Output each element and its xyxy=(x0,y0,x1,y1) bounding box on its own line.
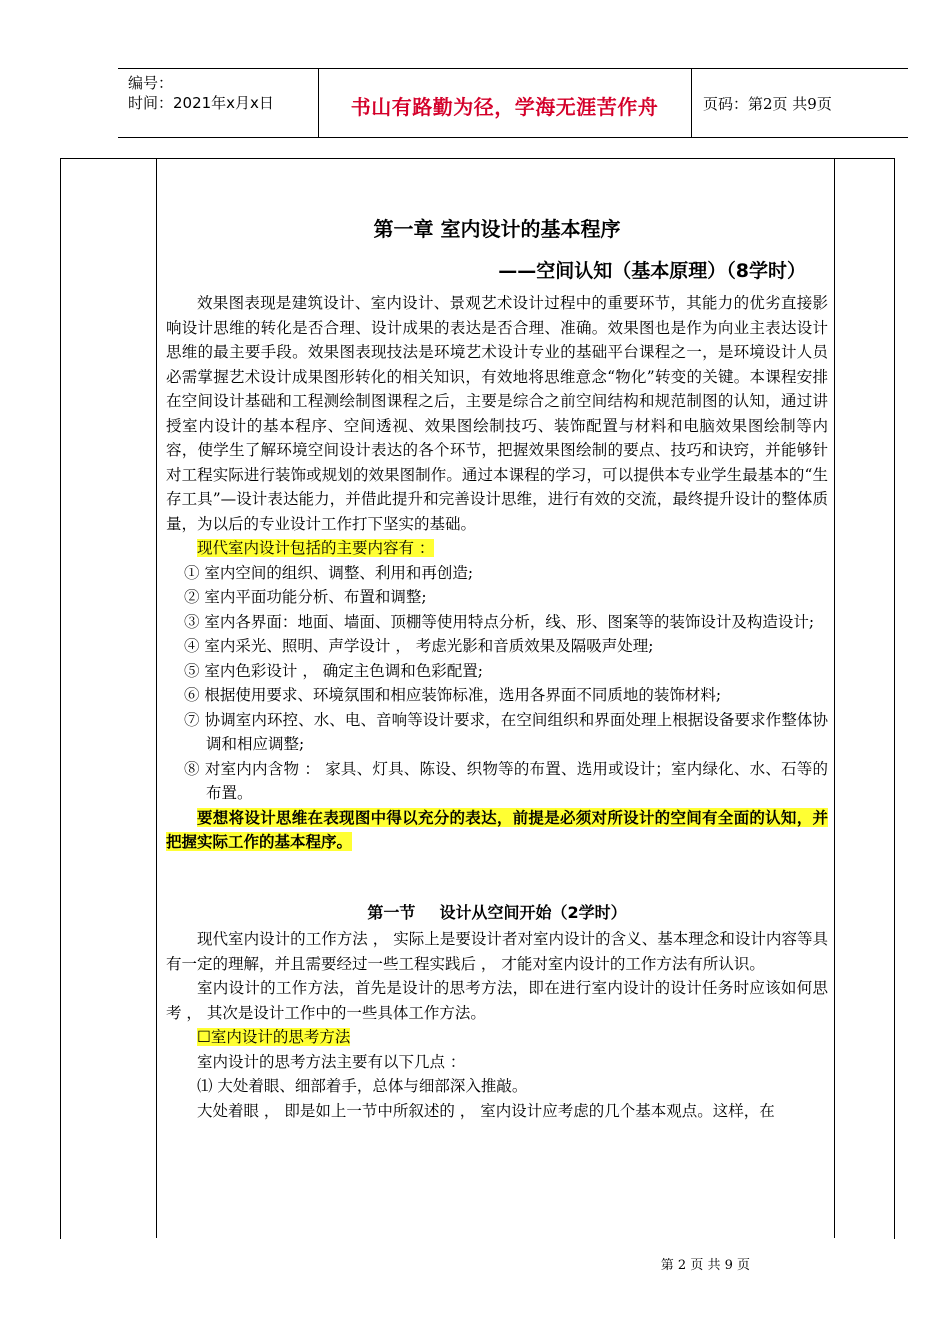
content-heading-line xyxy=(166,536,828,561)
chapter-subtitle: ——空间认知（基本原理）（8学时） xyxy=(498,260,806,282)
paragraph: 室内设计的思考方法主要有以下几点 ： xyxy=(197,1052,466,1071)
chapter-title: 第一章 室内设计的基本程序 xyxy=(373,217,621,241)
header-page-label: 页码：第2页 共9页 xyxy=(703,95,832,113)
list-item: ⑧ 对室内内含物 ： 家具、灯具、陈设、织物等的布置、选用或设计；室内绿化、水、石等的布置。 xyxy=(184,759,828,802)
number-label: 编号： xyxy=(128,74,174,92)
section-title: 设计从空间开始（2学时） xyxy=(439,902,627,922)
list-item: ⑦ 协调室内环控、水、电、音响等设计要求，在空间组织和界面处理上根据设备要求作整体协调和相应调整; xyxy=(184,710,828,753)
intro-paragraph: 效果图表现是建筑设计、室内设计、景观艺术设计过程中的重要环节，其能力的优劣直接影响设计思维的转化是否合理、设计成果的表达是否合理、准确。效果图也是作为向业主表达设计思维的最主要手段。效果图表现技法是环境艺术设计专业的基础平台课程之一，是环境设计人员必需掌握艺术设计成果图形转化的相关知识，有效地将思维意念“物化”转变的关键。本课程安排在空间设计基础和工程测绘制图课程之后，主要是综合之前空间结构和规范制图的认知，通过讲授室内设计的基本程序、空间透视、效果图绘制技巧、装饰配置与材料和电脑效果图绘制等内容，使学生了解环境空间设计表达的各个环节，把握效果图绘制的要点、技巧和诀窍，并能够针对工程实际进行装饰或规划的效果图制作。通过本课程的学习，可以提供本专业学生最基本的“生存工具”—设计表达能力，并借此提升和完善设计思维，进行有效的交流，最终提升设计的整体质量，为以后的专业设计工作打下坚实的基础。 xyxy=(166,294,828,533)
point-item: ⑴ 大处着眼、细部着手，总体与细部深入推敲。 xyxy=(197,1077,528,1095)
list-item: ⑤ 室内色彩设计 ， 确定主色调和色彩配置; xyxy=(184,661,484,680)
section-number: 第一节 xyxy=(367,902,416,922)
time-label: 时间：2021年x月x日 xyxy=(128,94,274,112)
list-item: ⑥ 根据使用要求、环境氛围和相应装饰标准，选用各界面不同质地的装饰材料; xyxy=(184,686,722,704)
list-item: ③ 室内各界面：地面、墙面、顶棚等使用特点分析，线、形、图案等的装饰设计及构造设计; xyxy=(184,612,815,631)
key-point-line xyxy=(166,806,828,855)
header-meta xyxy=(128,73,274,113)
table-column-divider xyxy=(156,158,157,1238)
paragraph: 大处着眼 ， 即是如上一节中所叙述的 ， 室内设计应考虑的几个基本观点。这样，在 xyxy=(197,1101,775,1120)
table-column-divider xyxy=(834,158,835,1238)
section-heading xyxy=(166,901,828,926)
content-heading: 现代室内设计包括的主要内容有 ： xyxy=(197,539,435,557)
list-item: ④ 室内采光、照明、声学设计 ， 考虑光影和音质效果及隔吸声处理; xyxy=(184,637,654,655)
document-body xyxy=(166,215,828,1123)
list-item: ② 室内平面功能分析、布置和调整; xyxy=(184,588,427,606)
header-divider xyxy=(691,69,692,137)
key-point: 要想将设计思维在表现图中得以充分的表达，前提是必须对所设计的空间有全面的认知，并把握实际工作的基本程序。 xyxy=(166,807,828,851)
paragraph: 现代室内设计的工作方法 ， 实际上是要设计者对室内设计的含义、基本理念和设计内容等具有一定的理解，并且需要经过一些工程实践后 ， 才能对室内设计的工作方法有所认识。 xyxy=(166,930,828,973)
header-motto: 书山有路勤为径，学海无涯苦作舟 xyxy=(350,95,659,119)
paragraph: 室内设计的工作方法，首先是设计的思考方法，即在进行室内设计的设计任务时应该如何思考 ， 其次是设计工作中的一些具体工作方法。 xyxy=(166,979,828,1022)
subheading: ☐室内设计的思考方法 xyxy=(197,1028,351,1046)
subheading-line xyxy=(166,1025,828,1050)
list-item: ① 室内空间的组织、调整、利用和再创造; xyxy=(184,563,474,582)
footer-page-number: 第 2 页 共 9 页 xyxy=(660,1258,750,1273)
page-footer xyxy=(0,1254,950,1273)
page-header xyxy=(118,68,908,138)
